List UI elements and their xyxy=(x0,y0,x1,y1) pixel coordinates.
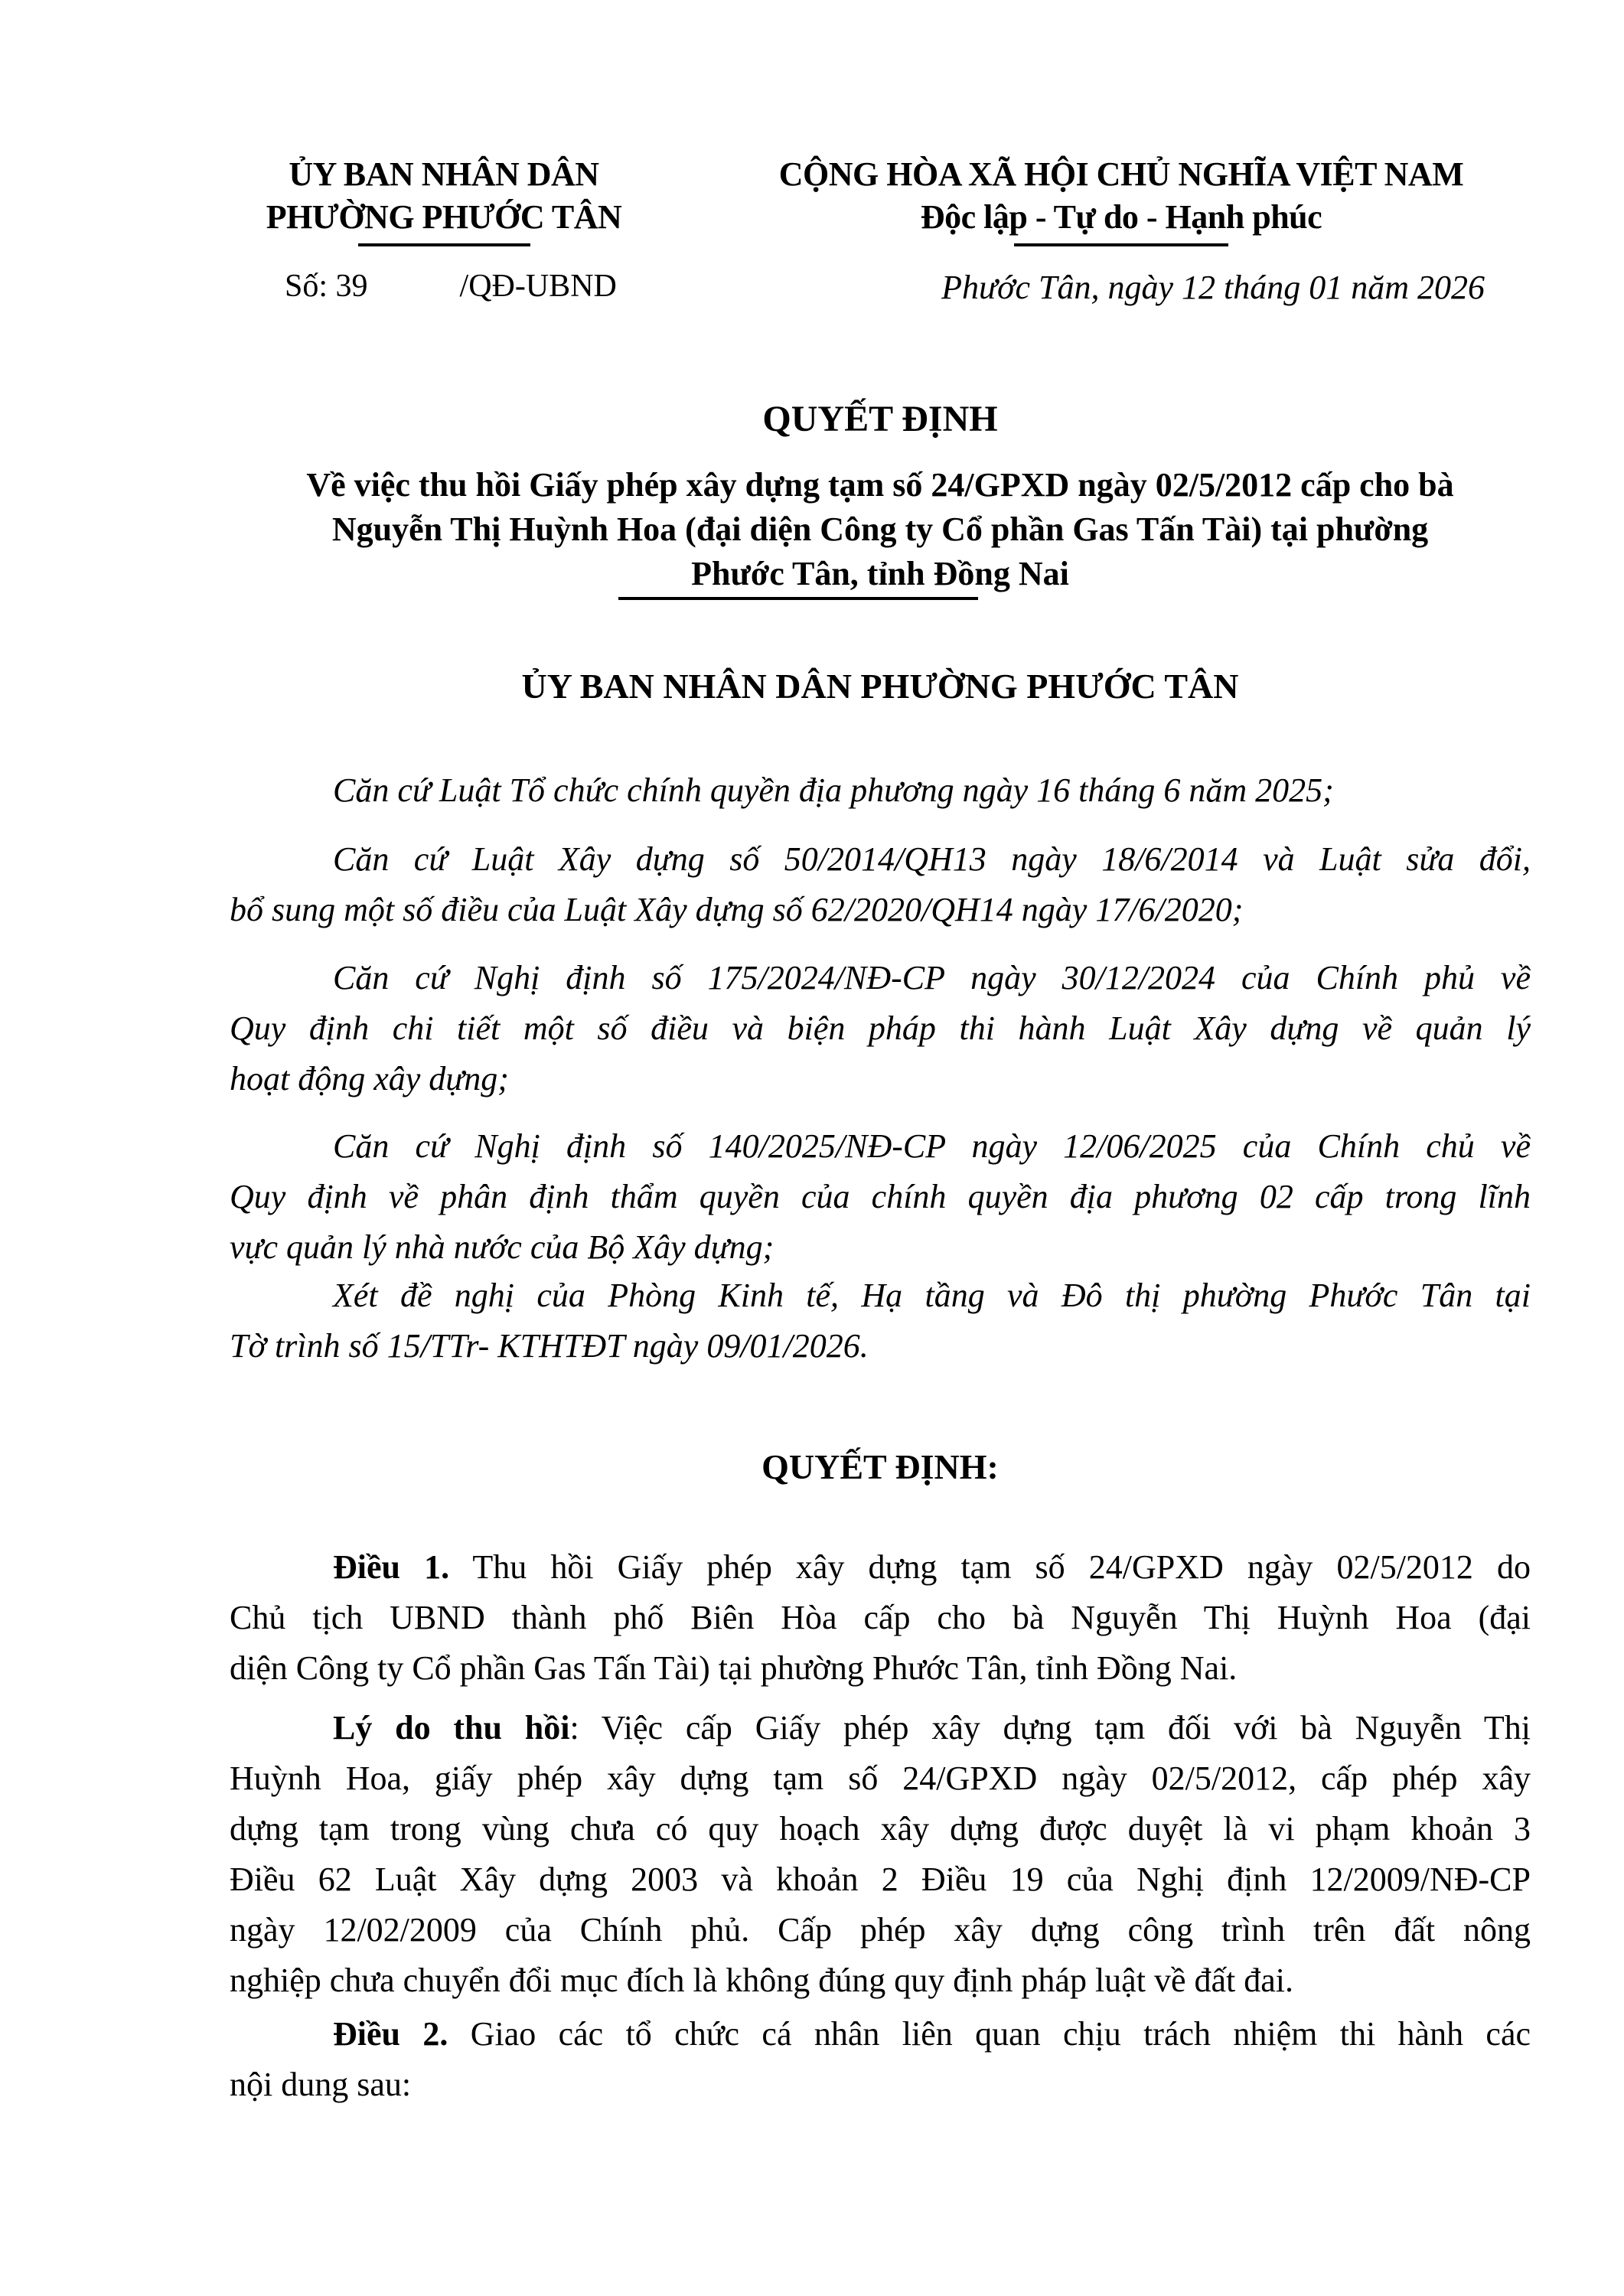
reason-line: nghiệp chưa chuyển đổi mục đích là không đúng quy định pháp luật về đất đai. xyxy=(230,1962,1293,1999)
basis-line: hoạt động xây dựng; xyxy=(230,1060,509,1097)
place-and-date: Phước Tân, ngày 12 tháng 01 năm 2026 xyxy=(941,269,1485,306)
agency-underline xyxy=(358,243,530,246)
reason-first-line xyxy=(230,1703,1531,1753)
basis-line: Căn cứ Luật Tổ chức chính quyền địa phương ngày 16 tháng 6 năm 2025; xyxy=(333,771,1334,809)
article-line: diện Công ty Cổ phần Gas Tấn Tài) tại phường Phước Tân, tỉnh Đồng Nai. xyxy=(230,1649,1238,1687)
legal-basis-4 xyxy=(230,1121,1531,1273)
article-1-first-line xyxy=(230,1542,1531,1593)
legal-basis-2 xyxy=(230,834,1531,935)
basis-line: Tờ trình số 15/TTr- KTHTĐT ngày 09/01/2026. xyxy=(230,1327,869,1365)
article-1-text: Thu hồi Giấy phép xây dựng tạm số 24/GPXD ngày 02/5/2012 do xyxy=(449,1548,1531,1586)
document-number xyxy=(285,268,617,305)
subject-line: Phước Tân, tỉnh Đồng Nai xyxy=(691,555,1069,592)
reason-label: Lý do thu hồi xyxy=(333,1709,570,1746)
issuer-heading: ỦY BAN NHÂN DÂN PHƯỜNG PHƯỚC TÂN xyxy=(521,667,1239,706)
subject-underline xyxy=(618,597,978,600)
national-header xyxy=(754,153,1489,246)
basis-line: Xét đề nghị của Phòng Kinh tế, Hạ tầng và Đô thị phường Phước Tân tại xyxy=(333,1277,1531,1314)
legal-basis-5 xyxy=(230,1270,1531,1371)
agency-header xyxy=(230,153,658,246)
document-subject xyxy=(230,463,1531,596)
basis-line: Quy định về phân định thẩm quyền của chính quyền địa phương 02 cấp trong lĩnh xyxy=(230,1178,1531,1215)
article-1 xyxy=(230,1542,1531,1694)
subject-line: Nguyễn Thị Huỳnh Hoa (đại diện Công ty Cổ phần Gas Tấn Tài) tại phường xyxy=(331,510,1429,548)
reason-line: Điều 62 Luật Xây dựng 2003 và khoản 2 Điều 19 của Nghị định 12/2009/NĐ-CP xyxy=(230,1861,1531,1898)
basis-line: vực quản lý nhà nước của Bộ Xây dựng; xyxy=(230,1228,774,1266)
subject-line: Về việc thu hồi Giấy phép xây dựng tạm số 24/GPXD ngày 02/5/2012 cấp cho bà xyxy=(306,466,1454,504)
article-2 xyxy=(230,2009,1531,2110)
decision-heading: QUYẾT ĐỊNH: xyxy=(761,1447,999,1486)
basis-line: Căn cứ Nghị định số 140/2025/NĐ-CP ngày 12/06/2025 của Chính chủ về xyxy=(333,1127,1531,1165)
reason-line: dựng tạm trong vùng chưa có quy hoạch xây dựng được duyệt là vi phạm khoản 3 xyxy=(230,1810,1531,1848)
basis-line: Căn cứ Nghị định số 175/2024/NĐ-CP ngày 30/12/2024 của Chính phủ về xyxy=(333,959,1531,996)
national-motto: Độc lập - Tự do - Hạnh phúc xyxy=(920,198,1322,236)
reason-text: : Việc cấp Giấy phép xây dựng tạm đối với bà Nguyễn Thị xyxy=(569,1709,1531,1746)
article-line: nội dung sau: xyxy=(230,2066,412,2103)
document-number-prefix: Số: 39 xyxy=(285,269,368,304)
legal-basis-1 xyxy=(230,765,1531,816)
document-number-suffix: /QĐ-UBND xyxy=(459,269,617,304)
agency-name-line1: ỦY BAN NHÂN DÂN xyxy=(289,155,599,193)
reason-line: Huỳnh Hoa, giấy phép xây dựng tạm số 24/GPXD ngày 02/5/2012, cấp phép xây xyxy=(230,1760,1531,1797)
reason-line: ngày 12/02/2009 của Chính phủ. Cấp phép xây dựng công trình trên đất nông xyxy=(230,1911,1531,1949)
motto-underline xyxy=(1014,243,1228,246)
legal-basis-3 xyxy=(230,953,1531,1104)
basis-line: Quy định chi tiết một số điều và biện pháp thi hành Luật Xây dựng về quản lý xyxy=(230,1009,1531,1047)
article-line: Chủ tịch UBND thành phố Biên Hòa cấp cho bà Nguyễn Thị Huỳnh Hoa (đại xyxy=(230,1599,1531,1636)
document-type-title: QUYẾT ĐỊNH xyxy=(762,399,998,439)
agency-name-line2: PHƯỜNG PHƯỚC TÂN xyxy=(266,198,622,236)
basis-line: Căn cứ Luật Xây dựng số 50/2014/QH13 ngày 18/6/2014 và Luật sửa đổi, xyxy=(333,840,1531,878)
article-2-label: Điều 2. xyxy=(333,2015,448,2053)
basis-line: bổ sung một số điều của Luật Xây dựng số 62/2020/QH14 ngày 17/6/2020; xyxy=(230,891,1244,928)
country-name: CỘNG HÒA XÃ HỘI CHỦ NGHĨA VIỆT NAM xyxy=(778,155,1464,193)
article-1-label: Điều 1. xyxy=(333,1548,450,1586)
article-2-text: Giao các tổ chức cá nhân liên quan chịu trách nhiệm thi hành các xyxy=(448,2015,1531,2053)
article-2-first-line xyxy=(230,2009,1531,2060)
revocation-reason xyxy=(230,1703,1531,2006)
